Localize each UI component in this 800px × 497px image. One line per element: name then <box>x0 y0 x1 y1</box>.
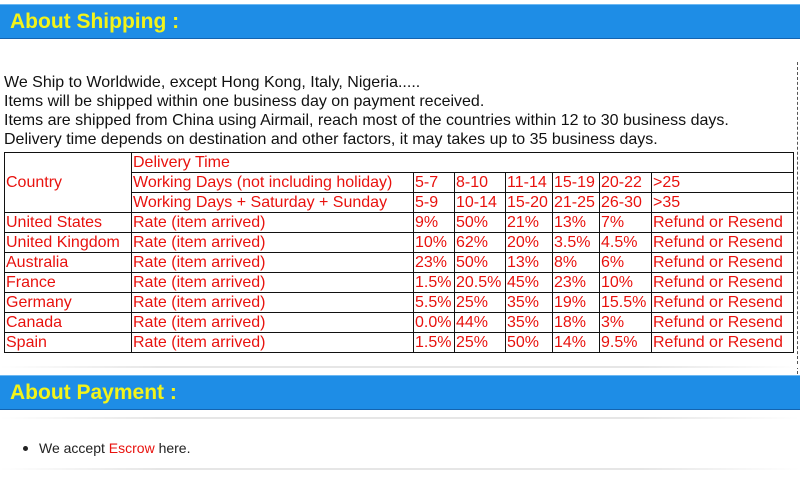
rate-label-cell: Rate (item arrived) <box>132 213 414 233</box>
working-sat-sun-cell: 26-30 <box>600 193 652 213</box>
rate-cell: 10% <box>600 273 652 293</box>
rate-cell: 18% <box>553 313 600 333</box>
shipping-rate-table <box>4 152 794 353</box>
rate-cell: 7% <box>600 213 652 233</box>
divider <box>0 366 800 368</box>
rate-cell: 13% <box>506 253 553 273</box>
rate-cell: 50% <box>455 213 506 233</box>
rate-cell: 21% <box>506 213 553 233</box>
rate-cell: 20% <box>506 233 553 253</box>
rate-cell: 23% <box>414 253 455 273</box>
rate-cell: 25% <box>455 333 506 353</box>
rate-cell: 5.5% <box>414 293 455 313</box>
rate-cell: 23% <box>553 273 600 293</box>
rate-cell: 45% <box>506 273 553 293</box>
country-cell: United Kingdom <box>5 233 132 253</box>
payment-header-bar <box>0 375 800 410</box>
working-sat-sun-cell: 15-20 <box>506 193 553 213</box>
rate-cell: Refund or Resend <box>652 253 794 273</box>
rate-cell: 3.5% <box>553 233 600 253</box>
delivery-time-header-cell: Delivery Time <box>132 153 794 173</box>
working-sat-sun-cell: 10-14 <box>455 193 506 213</box>
payment-list-item <box>23 440 191 456</box>
rate-cell: 20.5% <box>455 273 506 293</box>
intro-line: Items will be shipped within one business day on payment received. <box>4 93 485 110</box>
rate-cell: 13% <box>553 213 600 233</box>
table-row <box>5 213 794 233</box>
rate-cell: Refund or Resend <box>652 273 794 293</box>
rate-cell: 1.5% <box>414 333 455 353</box>
rate-cell: 25% <box>455 293 506 313</box>
rate-cell: Refund or Resend <box>652 333 794 353</box>
rate-cell: 35% <box>506 313 553 333</box>
country-cell: Canada <box>5 313 132 333</box>
working-sat-sun-label: Working Days + Saturday + Sunday <box>132 193 414 213</box>
table-row <box>5 293 794 313</box>
intro-line: We Ship to Worldwide, except Hong Kong, Italy, Nigeria..... <box>4 74 421 91</box>
intro-line: Delivery time depends on destination and other factors, it may takes up to 35 business days. <box>4 131 658 148</box>
rate-cell: Refund or Resend <box>652 313 794 333</box>
country-header-cell: Country <box>5 153 132 213</box>
rate-cell: 9.5% <box>600 333 652 353</box>
rate-cell: 10% <box>414 233 455 253</box>
rate-cell: 4.5% <box>600 233 652 253</box>
rate-cell: 8% <box>553 253 600 273</box>
shipping-intro <box>4 73 729 149</box>
rate-cell: 50% <box>455 253 506 273</box>
working-sat-sun-cell: >35 <box>652 193 794 213</box>
rate-cell: 3% <box>600 313 652 333</box>
table-row <box>5 333 794 353</box>
rate-cell: Refund or Resend <box>652 233 794 253</box>
rate-label-cell: Rate (item arrived) <box>132 233 414 253</box>
rate-cell: 62% <box>455 233 506 253</box>
table-row <box>5 313 794 333</box>
working-days-cell: 11-14 <box>506 173 553 193</box>
rate-cell: 44% <box>455 313 506 333</box>
rate-cell: 9% <box>414 213 455 233</box>
shipping-header-title: About Shipping : <box>10 10 180 33</box>
shipping-header-bar <box>0 4 800 39</box>
divider <box>0 468 800 470</box>
table-row <box>5 253 794 273</box>
rate-cell: 0.0% <box>414 313 455 333</box>
working-days-cell: 8-10 <box>455 173 506 193</box>
working-sat-sun-cell: 21-25 <box>553 193 600 213</box>
intro-line: Items are shipped from China using Airmail, reach most of the countries within 12 to 30 business days. <box>4 112 729 129</box>
rate-label-cell: Rate (item arrived) <box>132 333 414 353</box>
payment-header-title: About Payment : <box>10 381 177 404</box>
working-sat-sun-cell: 5-9 <box>414 193 455 213</box>
rate-label-cell: Rate (item arrived) <box>132 313 414 333</box>
rate-cell: 35% <box>506 293 553 313</box>
table-header-row <box>5 153 794 173</box>
country-cell: Spain <box>5 333 132 353</box>
rate-cell: Refund or Resend <box>652 293 794 313</box>
rate-cell: 50% <box>506 333 553 353</box>
rate-cell: 1.5% <box>414 273 455 293</box>
table-row <box>5 273 794 293</box>
rate-cell: 6% <box>600 253 652 273</box>
working-days-label: Working Days (not including holiday) <box>132 173 414 193</box>
country-cell: France <box>5 273 132 293</box>
country-cell: Australia <box>5 253 132 273</box>
rate-label-cell: Rate (item arrived) <box>132 273 414 293</box>
working-days-cell: 5-7 <box>414 173 455 193</box>
rate-cell: 14% <box>553 333 600 353</box>
escrow-text: Escrow <box>108 440 155 456</box>
bullet-icon <box>23 446 28 451</box>
rate-label-cell: Rate (item arrived) <box>132 253 414 273</box>
divider <box>0 417 800 419</box>
payment-text-end: here. <box>154 440 191 456</box>
working-days-cell: >25 <box>652 173 794 193</box>
working-days-cell: 15-19 <box>553 173 600 193</box>
rate-cell: 15.5% <box>600 293 652 313</box>
table-row <box>5 233 794 253</box>
working-days-cell: 20-22 <box>600 173 652 193</box>
rate-label-cell: Rate (item arrived) <box>132 293 414 313</box>
country-cell: Germany <box>5 293 132 313</box>
dashed-divider <box>797 62 798 374</box>
payment-text: We accept <box>39 440 109 456</box>
rate-cell: Refund or Resend <box>652 213 794 233</box>
rate-cell: 19% <box>553 293 600 313</box>
country-cell: United States <box>5 213 132 233</box>
